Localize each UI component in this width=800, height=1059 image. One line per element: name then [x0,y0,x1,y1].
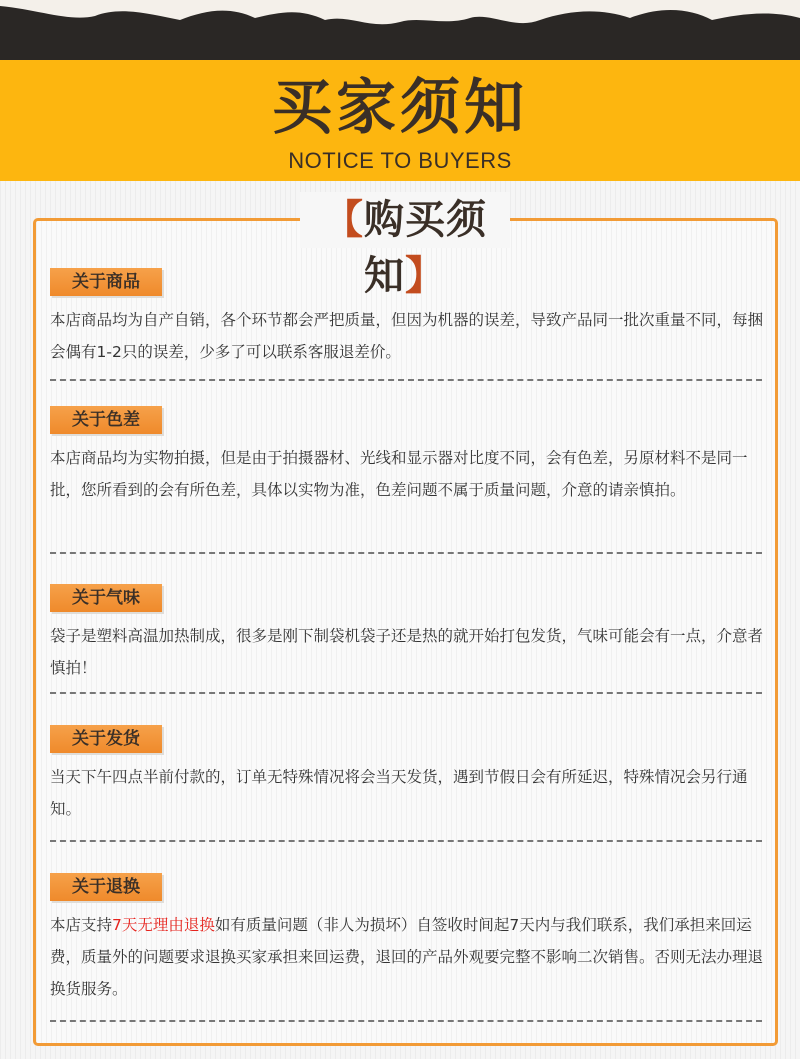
notice-text-returns [50,909,766,1005]
page-title: 买家须知 [272,73,528,143]
tag-smell: 关于气味 [50,584,162,612]
tag-goods: 关于商品 [50,268,162,296]
tag-shipping: 关于发货 [50,725,162,753]
top-band [0,0,800,60]
divider [50,840,762,842]
notice-item-smell [50,584,770,684]
section-heading [300,192,510,299]
notice-text-goods: 本店商品均为自产自销，各个环节都会严把质量，但因为机器的误差，导致产品同一批次重量不同，每捆会偶有1-2只的误差，少多了可以联系客服退差价。 [50,311,764,361]
divider [50,552,762,554]
notice-text-shipping: 当天下午四点半前付款的，订单无特殊情况将会当天发货，遇到节假日会有所延迟，特殊情况会另行通知。 [50,768,748,818]
notice-item-color [50,406,770,506]
notice-text-smell: 袋子是塑料高温加热制成，很多是刚下制袋机袋子还是热的就开始打包发货，气味可能会有一点，介意者慎拍！ [50,627,764,677]
header-banner [0,60,800,181]
returns-text-after: 如有质量问题（非人为损坏）自签收时间起7天内与我们联系，我们承担来回运费，质量外的问题要求退换买家承担来回运费，退回的产品外观要完整不影响二次销售。否则无法办理退换货服务。 [50,916,764,998]
divider [50,379,762,381]
notice-item-goods [50,268,770,368]
bracket-left: 【 [323,197,364,243]
tag-returns: 关于退换 [50,873,162,901]
notice-item-returns [50,873,770,1005]
divider [50,1020,762,1022]
wave-decoration [0,0,800,60]
notice-text-color: 本店商品均为实物拍摄，但是由于拍摄器材、光线和显示器对比度不同，会有色差，另原材料不是同一批，您所看到的会有所色差，具体以实物为准，色差问题不属于质量问题，介意的请亲慎拍。 [50,449,748,499]
tag-color: 关于色差 [50,406,162,434]
returns-text-before: 本店支持 [50,916,113,934]
section-title: 购买须知 [364,197,487,299]
bracket-right: 】 [405,253,446,299]
page-subtitle: NOTICE TO BUYERS [288,148,512,173]
divider [50,692,762,694]
returns-highlight: 7天无理由退换 [112,916,215,934]
notice-item-shipping [50,725,770,825]
